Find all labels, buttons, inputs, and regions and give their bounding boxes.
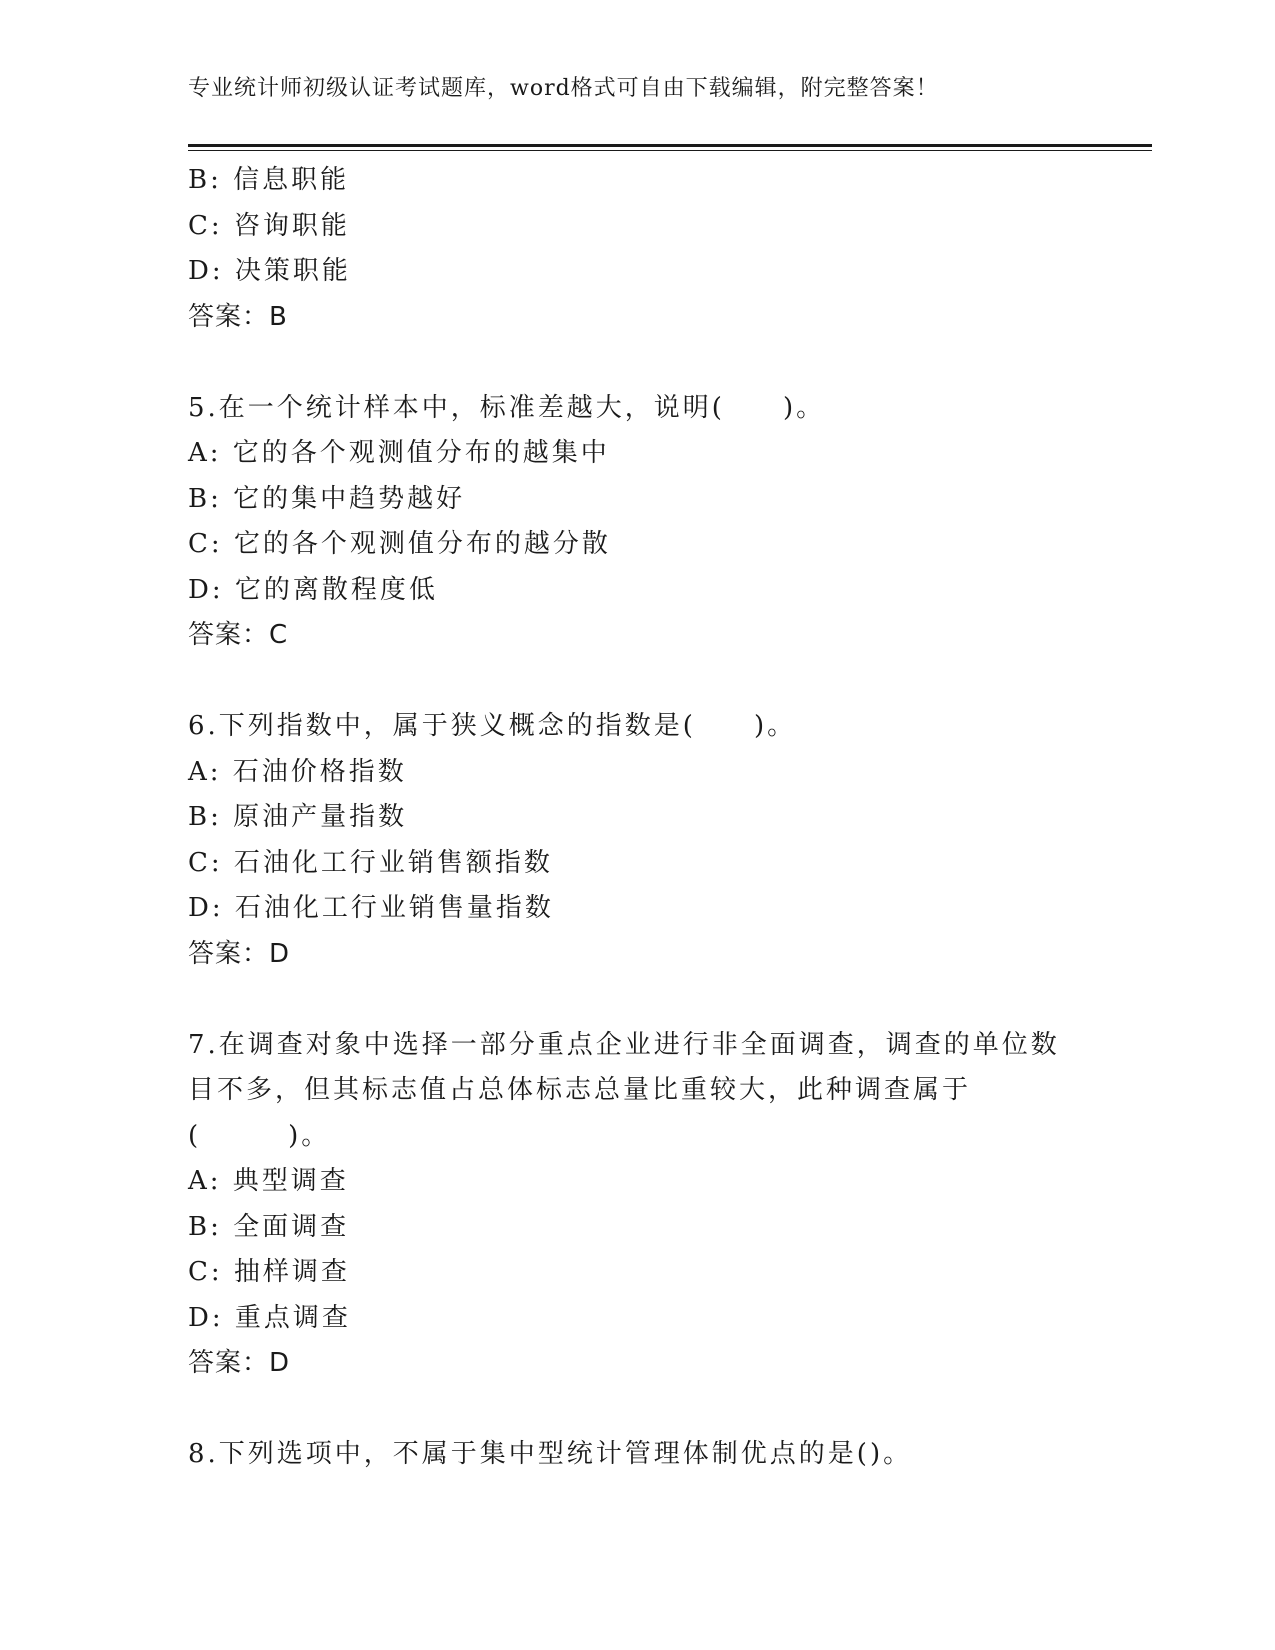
q8-stem: 8.下列选项中，不属于集中型统计管理体制优点的是()。 xyxy=(188,1439,913,1469)
q5-option-d: D: 它的离散程度低 xyxy=(188,574,438,605)
q7-stem-line-3: ( )。 xyxy=(188,1120,331,1151)
header-rule-thick xyxy=(188,144,1152,147)
q7-stem-line-2: 目不多，但其标志值占总体标志总量比重较大，此种调查属于 xyxy=(188,1075,972,1105)
question-content xyxy=(188,158,1088,1478)
prev-option-c: C: 咨询职能 xyxy=(188,210,350,241)
q6-option-d: D: 石油化工行业销售量指数 xyxy=(188,893,554,923)
q7-option-c: C: 抽样调查 xyxy=(188,1257,350,1287)
q6-option-a: A: 石油价格指数 xyxy=(188,756,407,787)
q5-option-c: C: 它的各个观测值分布的越分散 xyxy=(188,529,611,559)
prev-option-b: B: 信息职能 xyxy=(188,165,350,195)
spacer xyxy=(188,977,1088,1023)
q6-option-b: B: 原油产量指数 xyxy=(188,802,408,832)
q5-stem: 5.在一个统计样本中，标准差越大，说明( )。 xyxy=(188,392,826,423)
prev-answer: 答案：B xyxy=(188,301,288,332)
q7-option-d: D: 重点调查 xyxy=(188,1302,351,1333)
q6-stem: 6.下列指数中，属于狭义概念的指数是( )。 xyxy=(188,711,797,741)
spacer xyxy=(188,659,1088,705)
q5-option-a: A: 它的各个观测值分布的越集中 xyxy=(188,438,610,468)
q5-option-b: B: 它的集中趋势越好 xyxy=(188,483,466,514)
header-rule-thin xyxy=(188,150,1152,151)
q5-answer: 答案：C xyxy=(188,620,289,650)
q7-stem-line-1: 7.在调查对象中选择一部分重点企业进行非全面调查，调查的单位数 xyxy=(188,1029,1060,1060)
spacer xyxy=(188,1387,1088,1433)
q6-option-c: C: 石油化工行业销售额指数 xyxy=(188,847,553,878)
page-header: 专业统计师初级认证考试题库，word格式可自由下载编辑，附完整答案！ xyxy=(188,76,939,101)
q7-answer: 答案：D xyxy=(188,1348,291,1378)
q6-answer: 答案：D xyxy=(188,938,291,969)
spacer xyxy=(188,340,1088,386)
prev-option-d: D: 决策职能 xyxy=(188,256,351,286)
q7-option-b: B: 全面调查 xyxy=(188,1211,350,1242)
q7-option-a: A: 典型调查 xyxy=(188,1166,349,1196)
